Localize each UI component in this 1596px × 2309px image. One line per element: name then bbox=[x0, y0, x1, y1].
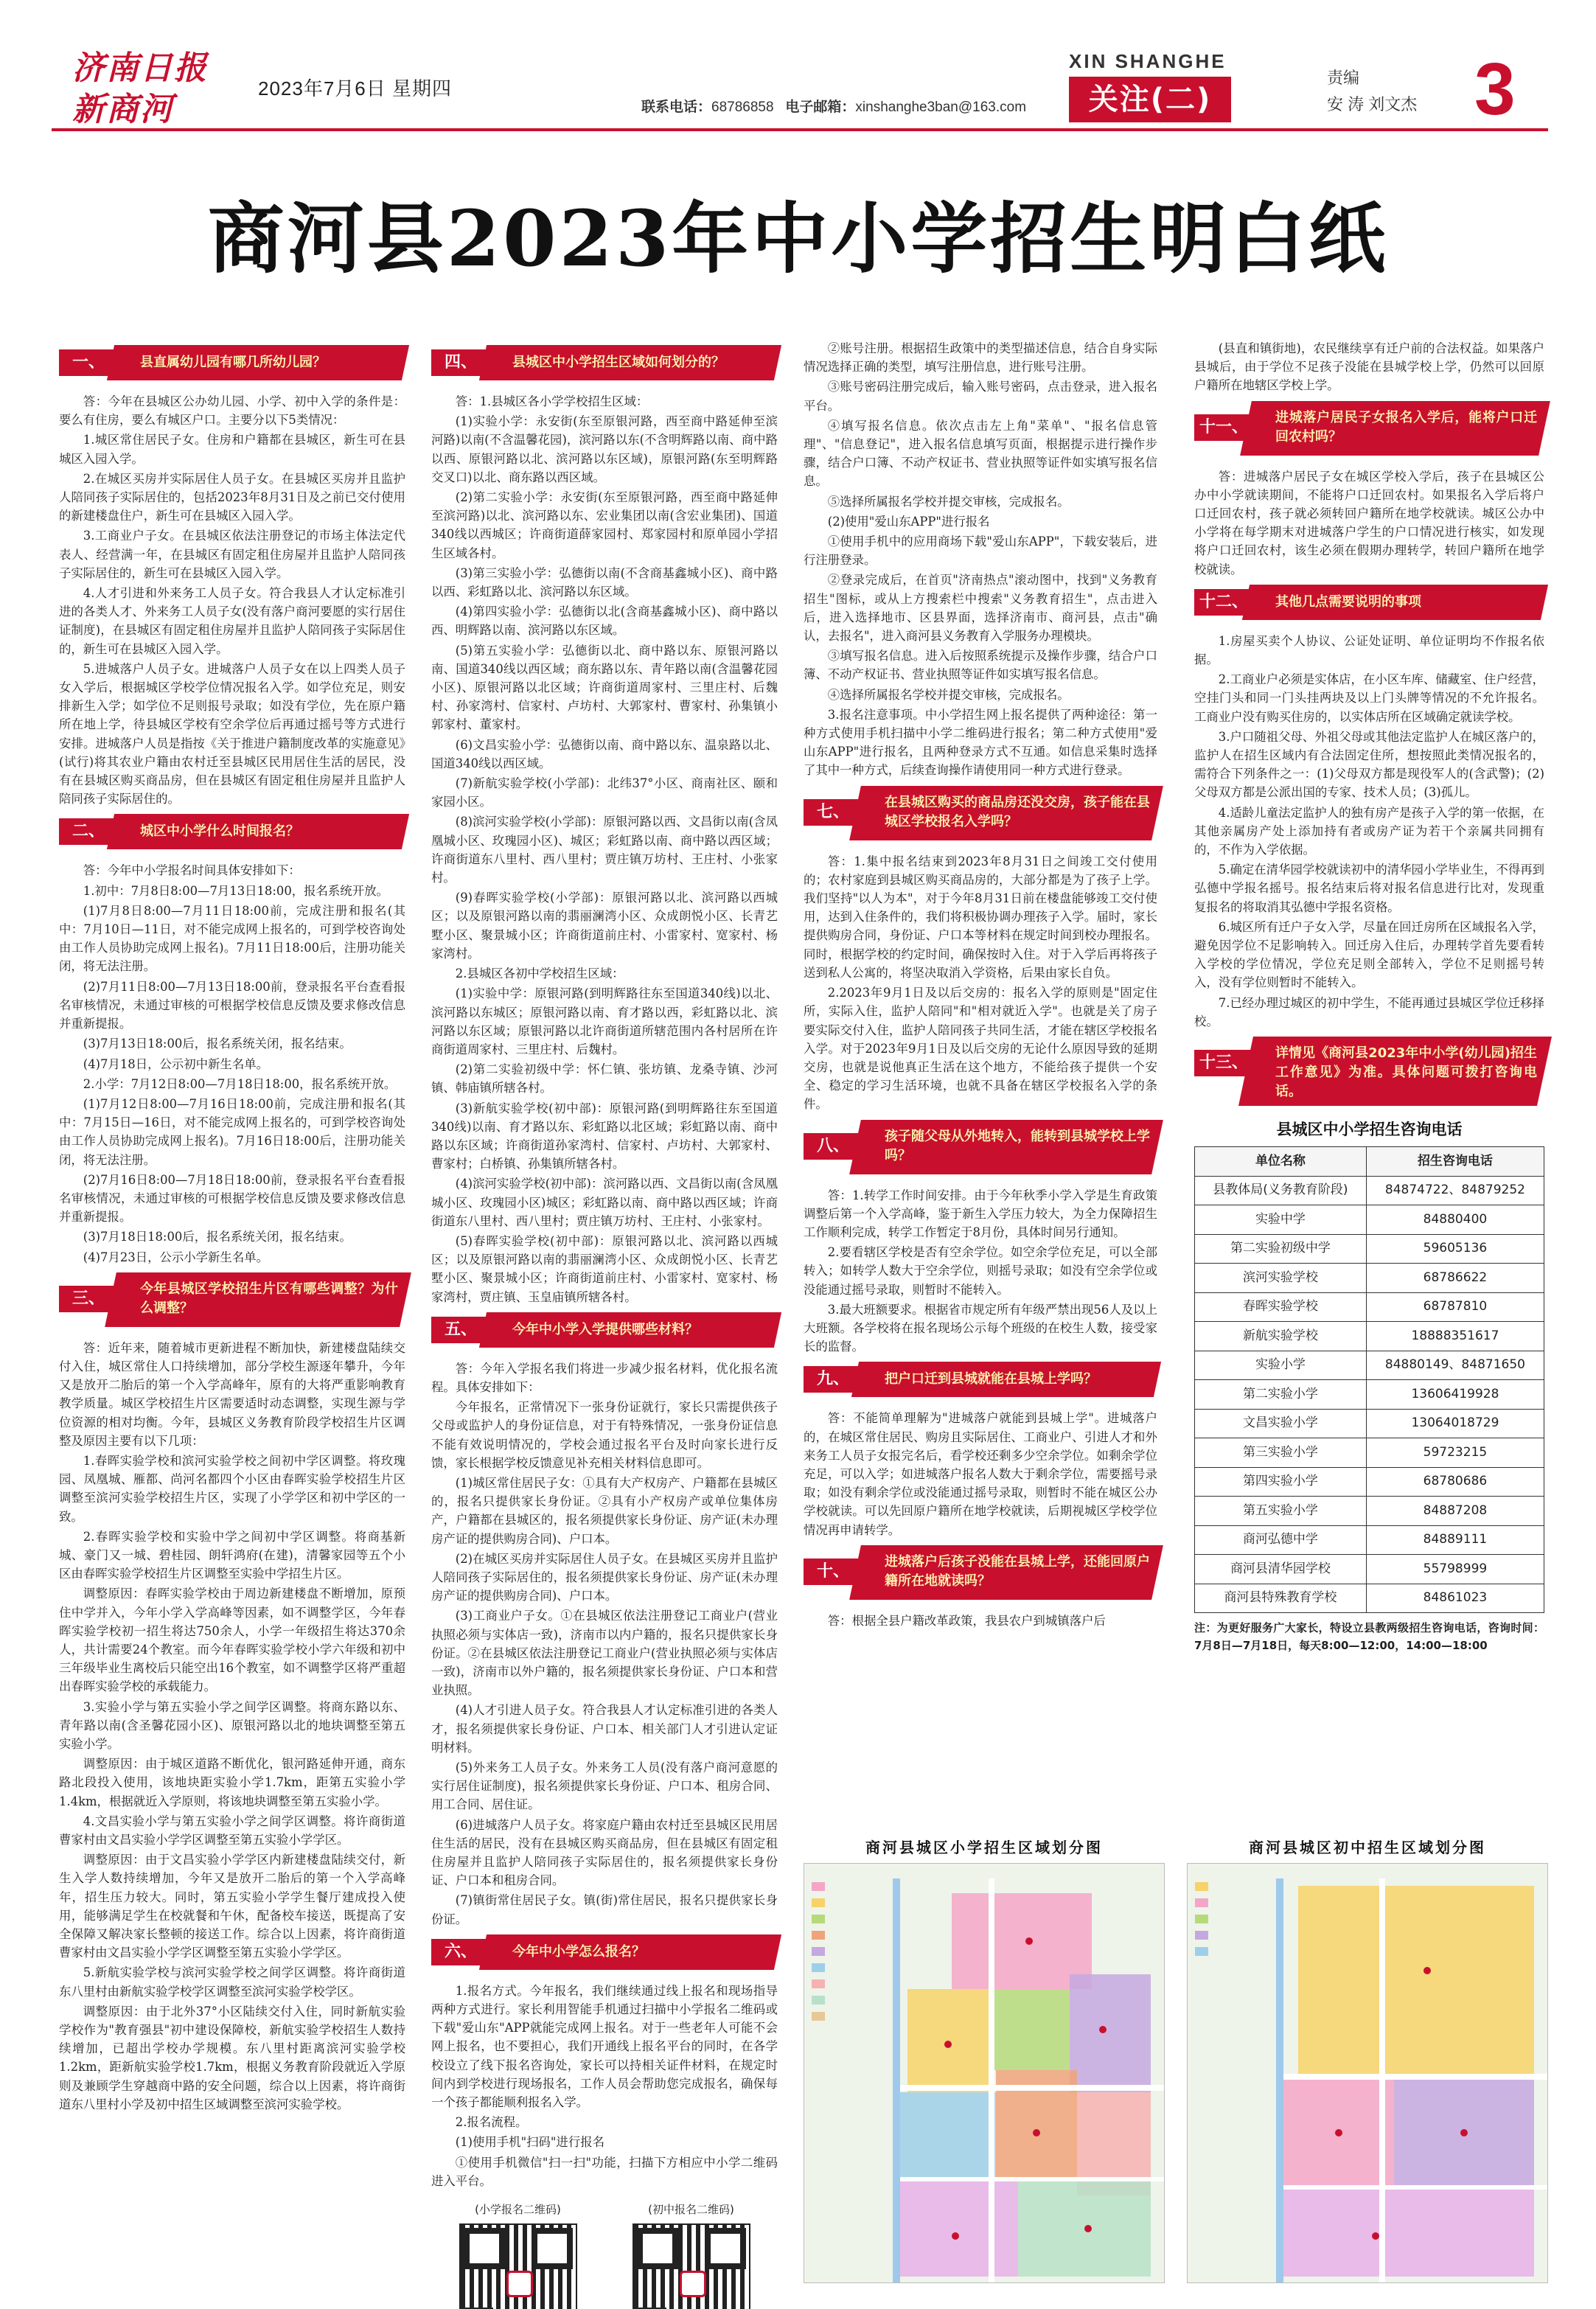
section-number: 十二、 bbox=[1194, 589, 1253, 616]
paragraph: 2.春晖实验学校和实验中学之间初中学区调整。将商基新城、豪门又一城、碧桂园、朗轩鸿府(在建)，清馨家园等五个小区由春晖实验学校招生片区调整至实验中学招生片区。 bbox=[59, 1529, 405, 1581]
section-number: 八、 bbox=[804, 1133, 863, 1160]
email-label: 电子邮箱： bbox=[785, 100, 856, 115]
paragraph: (7)新航实验学校(小学部)：北纬37°小区、商南社区、颐和家园小区。 bbox=[431, 776, 778, 809]
editor-names: 安 涛 刘文杰 bbox=[1327, 95, 1418, 114]
section-header-10 bbox=[804, 1545, 1157, 1601]
phone-number-cell: 84874722、84879252 bbox=[1366, 1176, 1544, 1205]
paragraph: 4.适龄儿童法定监护人的独有房产是孩子入学的第一依据，在其他亲属房产处上添加持有者或房产证为若干个亲属共同拥有的，不作为入学依据。 bbox=[1194, 805, 1544, 857]
table-row bbox=[1195, 1351, 1544, 1380]
school-name-cell: 实验中学 bbox=[1195, 1205, 1367, 1235]
paragraph: (3)7月18日18:00后，报名系统关闭，报名结束。 bbox=[83, 1230, 352, 1244]
section-title: 详情见《商河县2023年中小学(幼儿园)招生工作意见》为准。具体问题可拨打咨询电话。 bbox=[1275, 1045, 1537, 1100]
contact-label: 联系电话： bbox=[641, 100, 712, 115]
phone-number-cell: 59723215 bbox=[1366, 1438, 1544, 1468]
paragraph: 3.报名注意事项。中小学招生网上报名提供了两种途径：第一种方式使用手机扫描中小学二维码进行报名；第二种方式使用"爱山东APP"进行报名，且两种登录方式不互通。如信息采集时选择了其中一种方式，后续查询操作请使用同一种方式进行登录。 bbox=[804, 707, 1157, 778]
table-header: 单位名称 bbox=[1195, 1147, 1367, 1177]
phone-table-title: 县城区中小学招生咨询电话 bbox=[1276, 1121, 1463, 1139]
paragraph: 答：近年来，随着城市更新进程不断加快，新建楼盘陆续交付入住，城区常住人口持续增加，部分学校生源逐年攀升，今年又是放开二胎后的第一个入学高峰年，原有的大将严重影响教育教学质量。城区学校招生片区需要适时动态调整，实现生源与学位资源的相对均衡。今年，县城区义务教育阶段学校招生片区调整及原因主要有以下几项： bbox=[59, 1340, 405, 1448]
section-body-10-cont bbox=[1194, 339, 1544, 395]
section-header-11 bbox=[1194, 401, 1544, 457]
table-row bbox=[1195, 1467, 1544, 1497]
paragraph: 4.文昌实验小学与第五实验小学之间学区调整。将许商街道曹家村由文昌实验小学学区调整至第五实验小学学区。 bbox=[59, 1814, 405, 1847]
paragraph: 1.报名方式。今年报名，我们继续通过线上报名和现场指导两种方式进行。家长利用智能手机通过扫描中小学报名二维码或下载"爱山东"APP就能完成网上报名。对于一些老年人可能不会网上报名，也不要担心，我们开通线上报名平台的同时，在各学校设立了线下报名咨询处，家长可以持相关证件材料，在规定时间内到学校进行现场报名，工作人员会帮助您完成报名，确保每一个孩子都能顺利报名入学。 bbox=[431, 1983, 778, 2110]
school-name-cell: 第二实验初级中学 bbox=[1195, 1234, 1367, 1264]
section-body-3 bbox=[59, 1339, 405, 2114]
editor-label: 责编 bbox=[1327, 69, 1360, 87]
paragraph: 答：不能简单理解为"进城落户就能到县城上学"。进城落户的，在城区常住居民、购房且实际居住、工商业户、引进人才和外来务工人员子女报完名后，看学校还剩多少空余学位。如剩余学位充足，可以入学；如进城落户报名人数大于剩余学位，需要摇号录取；如没有剩余学位或没能通过摇号录取，则暂时不能在城区公办学校就读。可以先回原户籍所在地学校就读，后期视城区学校学位情况再申请转学。 bbox=[804, 1411, 1157, 1537]
table-row bbox=[1195, 1584, 1544, 1613]
section-number: 十三、 bbox=[1194, 1050, 1253, 1076]
phone-table bbox=[1194, 1146, 1544, 1613]
paragraph: 2.2023年9月1日及以后交房的：报名入学的原则是"固定住所，实际入住，监护人陪同"和"相对就近入学"。也就是关了房子要实际交付入住，监护人陪同孩子共同生活，才能在辖区学校报名入学。对于2023年9月1日及以后交房的无论什么原因导致的延期交房，也就是说他真正生活在这个地方，不能给孩子提供一个安全、稳定的学习生活环境，也就不具备在辖区学校报名入学的条件。 bbox=[804, 986, 1157, 1112]
primary-school-map bbox=[804, 1836, 1165, 2293]
qr-code-icon[interactable] bbox=[633, 2223, 750, 2309]
middle-school-map bbox=[1187, 1836, 1548, 2293]
paragraph: (9)春晖实验学校(小学部)：原银河路以北、滨河路以西城区；以及原银河路以南的翡丽澜湾小区、众成朗悦小区、长青艺墅小区、聚景城小区；许商街道前庄村、小雷家村、宽家村、杨家湾村。 bbox=[431, 891, 778, 961]
paragraph: 调整原因：由于北外37°小区陆续交付入住，同时新航实验学校作为"教育强县"初中建设保障校，新航实验学校招生人数持续增加，已超出学校办学规模。东八里村距离滨河实验学校1.2km，距新航实验学校1.7km，根据义务教育阶段就近入学原则及兼顾学生穿越商中路的安全问题，综合以上因素，将许商街道东八里村小学及初中招生区域调整至滨河实验学校。 bbox=[59, 2004, 405, 2111]
paragraph: 答：今年中小学报名时间具体安排如下： bbox=[83, 863, 301, 878]
section-header-5 bbox=[431, 1312, 778, 1349]
section-number: 一、 bbox=[59, 349, 118, 376]
phone-number-cell: 84889111 bbox=[1366, 1525, 1544, 1555]
district-maps bbox=[804, 1836, 1548, 2293]
school-name-cell: 县教体局(义务教育阶段) bbox=[1195, 1176, 1367, 1205]
paragraph: 2.工商业户必须是实体店，在小区车库、储藏室、住户经营，空挂门头和同一门头挂两块及以上门头牌等情况的不允许报名。工商业户没有购买住房的，以实体店所在区域确定就读学校。 bbox=[1194, 672, 1544, 724]
school-name-cell: 商河县特殊教育学校 bbox=[1195, 1584, 1367, 1613]
paragraph: (4)滨河实验学校(初中部)：滨河路以西、文昌街以南(含凤凰城小区、玫瑰园小区)城区；彩虹路以南、商中路以西区域；许商街道东八里村、西八里村；贾庄镇万坊村、王庄村、小张家村。 bbox=[431, 1177, 778, 1228]
phone-number-cell: 13606419928 bbox=[1366, 1380, 1544, 1410]
masthead bbox=[52, 35, 1548, 131]
section-body-1 bbox=[59, 392, 405, 808]
paragraph: 3.工商业户子女。在县城区依法注册登记的市场主体法定代表人、经营满一年，在县城区有固定租住房屋并且监护人陪同孩子实际居住的，新生可在县城区入园入学。 bbox=[59, 529, 405, 580]
column-4 bbox=[1194, 339, 1544, 1654]
middle-map-canvas bbox=[1187, 1863, 1548, 2283]
phone-number-cell: 55798999 bbox=[1366, 1555, 1544, 1584]
paragraph: 4.人才引进和外来务工人员子女。符合我县人才认定标准引进的各类人才、外来务工人员子女(没有落户商河要愿的实行居住证制度)，在县城区有固定租住房屋并且监护人陪同孩子实际居住的，新生可在县城区入园入学。 bbox=[59, 586, 405, 656]
section-title: 县城区中小学招生区域如何划分的？ bbox=[512, 355, 725, 370]
paragraph: (8)滨河实验学校(小学部)：原银河路以西、文昌街以南(含凤凰城小区、玫瑰园小区)、城区；彩虹路以南、商中路以西区域；许商街道东八里村、西八里村；贾庄镇万坊村、王庄村、小张家村。 bbox=[431, 815, 778, 885]
paragraph: 2.在城区买房并实际居住人员子女。在县城区买房并且监护人陪同孩子实际居住的，包括2023年8月31日及之前已交付使用的新建楼盘住户，新生可在县城区入园入学。 bbox=[59, 471, 405, 523]
section-header-2 bbox=[59, 814, 405, 851]
paragraph: (5)春晖实验学校(初中部)：原银河路以北、滨河路以西城区；以及原银河路以南的翡丽澜湾小区、众成朗悦小区、长青艺墅小区、聚景城小区；许商街道前庄村、小雷家村、宽家村、杨家湾村，贾庄镇、玉皇庙镇所辖各村。 bbox=[431, 1233, 778, 1304]
paragraph: 调整原因：由于文昌实验小学学区内新建楼盘陆续交付，新生入学人数持续增加，今年又是放开二胎后的第一个入学高峰年，招生压力较大。同时，第五实验小学学生餐厅建成投入使用，能够满足学生在校就餐和午休，配备校车接送，既提高了安全保障又解决家长整顿的接送工作。综合以上因素，将许商街道曹家村由文昌实验小学学区调整至第五实验小学学区。 bbox=[59, 1853, 405, 1960]
paragraph: 1.初中：7月8日8:00—7月13日18:00，报名系统开放。 bbox=[83, 883, 388, 898]
paragraph: (1)实验小学：永安街(东至原银河路，西至商中路延伸至滨河路)以南(不含温馨花园)，滨河路以东(不含明辉路以南、商中路以西、原银河路以北、滨河路以东区域)，原银河路(东至明辉路交叉口)以北、商东路以西区域。 bbox=[431, 414, 778, 484]
section-title: 城区中小学什么时间报名？ bbox=[140, 823, 299, 840]
paragraph: 2.要看辖区学校是否有空余学位。如空余学位充足，可以全部转入；如转学人数大于空余学位，则摇号录取；如没有空余学位或没能通过摇号录取，则暂时不能转入。 bbox=[804, 1245, 1157, 1297]
paragraph: (1)7月8日8:00—7月11日18:00前，完成注册和报名(其中：7月10日—11日，对不能完成网上报名的，可到学校咨询处由工作人员协助完成网上报名)。7月11日18:00后，注册功能关闭，将无法注册。 bbox=[59, 903, 405, 974]
section-number: 三、 bbox=[59, 1286, 118, 1312]
paragraph: 6.城区所有迁户子女入学，尽量在回迁房所在区域报名入学，避免因学位不足影响转入。回迁房入住后，办理转学首先要看转入学校的学位情况，学位充足则全部转入，学位不足则摇号转入，没有学位则暂时不能转入。 bbox=[1194, 919, 1544, 990]
school-name-cell: 文昌实验小学 bbox=[1195, 1409, 1367, 1438]
section-body-8 bbox=[804, 1186, 1157, 1357]
paragraph: (1)7月12日8:00—7月16日18:00前，完成注册和报名(其中：7月15日—16日，对不能完成网上报名的，可到学校咨询处由工作人员协助完成网上报名)。7月16日18:00后，注册功能关闭，将无法注册。 bbox=[59, 1096, 405, 1167]
school-name-cell: 第五实验小学 bbox=[1195, 1497, 1367, 1526]
section-number: 十、 bbox=[804, 1559, 863, 1585]
issue-date: 2023年7月6日 星期四 bbox=[258, 77, 452, 100]
section-body-4 bbox=[431, 392, 778, 1306]
map-legend bbox=[1195, 1878, 1276, 1960]
school-name-cell: 第三实验小学 bbox=[1195, 1438, 1367, 1468]
school-name-cell: 第二实验小学 bbox=[1195, 1380, 1367, 1410]
paragraph: (县直和镇街地)，农民继续享有迁户前的合法权益。如果落户县城后，由于学位不足孩子没能在县城学校上学，仍然可以回原户籍所在地辖区学校上学。 bbox=[1194, 341, 1544, 393]
paragraph: 调整原因：春晖实验学校由于周边新建楼盘不断增加，原预住中学并入，今年小学入学高峰等因素，如不调整学区，今年春晖实验学校初一招生将达750余人，小学一年级招生将达370余人，共计需要24个教室。而今年春晖实验学校小学六年级和初中三年级毕业生离校后只能空出16个教室，如不调整学区将严重超出春晖实验学校的承载能力。 bbox=[59, 1587, 405, 1694]
table-row bbox=[1195, 1176, 1544, 1205]
paragraph: (1)实验中学：原银河路(到明辉路往东至国道340线)以北、滨河路以东城区；原银河路以南、育才路以西，彩虹路以北、滨河路以东区域；原银河路以北许商街道所辖范围内各村居所在许商街道周家村、三里庄村、后魏村。 bbox=[431, 986, 778, 1056]
section-title: 其他几点需要说明的事项 bbox=[1275, 593, 1421, 610]
paragraph: 1.房屋买卖个人协议、公证处证明、单位证明均不作报名依据。 bbox=[1194, 633, 1544, 667]
section-number: 六、 bbox=[431, 1939, 490, 1965]
table-row bbox=[1195, 1438, 1544, 1468]
editor-credit bbox=[1327, 65, 1417, 118]
paragraph: (3)工商业户子女。①在县城区依法注册登记工商业户(营业执照必须与实体店一致)，济南市以内户籍的，报名只提供家长身份证。②在县城区依法注册登记工商业户(营业执照必须与实体店一致)，济南市以外户籍的，报名须提供家长身份证、户口本和营业执照。 bbox=[431, 1609, 778, 1698]
section-body-6-cont bbox=[804, 339, 1157, 780]
paragraph: ④填写报名信息。依次点击左上角"菜单"、"报名信息管理"、"信息登记"，进入报名信息填写页面，根据提示进行操作步骤，结合户口簿、不动产权证书、营业执照等证件如实填写报名信息。 bbox=[804, 418, 1157, 489]
section-title: 在县城区购买的商品房还没交房，孩子能在县城区学校报名入学吗？ bbox=[885, 794, 1150, 829]
paragraph: 答：今年在县城区公办幼儿园、小学、初中入学的条件是：要么有住房，要么有城区户口。主要分以下5类情况： bbox=[59, 394, 405, 428]
section-header-9 bbox=[804, 1362, 1157, 1399]
paragraph: 5.新航实验学校与滨河实验学校之间学区调整。将许商街道东八里村由新航实验学校学区调整至滨河实验学校学区。 bbox=[59, 1965, 405, 1999]
section-title: 县直属幼儿园有哪几所幼儿园？ bbox=[140, 355, 326, 370]
phone-number-cell: 84861023 bbox=[1366, 1584, 1544, 1613]
paragraph: 1.城区常住居民子女。住房和户籍都在县城区，新生可在县城区入园入学。 bbox=[59, 433, 405, 466]
table-row bbox=[1195, 1555, 1544, 1584]
paragraph: (2)7月16日8:00—7月18日18:00前，登录报名平台查看报名审核情况，未通过审核的可根据学校信息反馈及要求修改信息并重新提报。 bbox=[59, 1172, 405, 1225]
paragraph: (2)在城区买房并实际居住人员子女。在县城区买房并且监护人陪同孩子实际居住的，报名须提供家长身份证、房产证(未办理房产证的提供购房合同)、户口本。 bbox=[431, 1551, 778, 1603]
section-title: 今年中小学怎么报名？ bbox=[512, 1943, 645, 1960]
paragraph: 2.小学：7月12日8:00—7月18日18:00，报名系统开放。 bbox=[83, 1076, 397, 1091]
paragraph: 3.实验小学与第五实验小学之间学区调整。将商东路以东、青年路以南(含圣馨花园小区)、原银河路以北的地块调整至第五实验小学。 bbox=[59, 1699, 405, 1751]
school-name-cell: 商河县清华园学校 bbox=[1195, 1555, 1367, 1584]
phone-number-cell: 18888351617 bbox=[1366, 1322, 1544, 1351]
page-headline: 商河县2023年中小学招生明白纸 bbox=[207, 193, 1389, 284]
section-body-2 bbox=[59, 861, 405, 1266]
paragraph: (2)第二实验初级中学：怀仁镇、张坊镇、龙桑寺镇、沙河镇、韩庙镇所辖各村。 bbox=[431, 1062, 778, 1096]
phone-number-cell: 84880400 bbox=[1366, 1205, 1544, 1235]
paragraph: ①使用手机微信"扫一扫"功能，扫描下方相应中小学二维码进入平台。 bbox=[431, 2155, 778, 2188]
paragraph: 5.进城落户人员子女。进城落户人员子女在以上四类人员子女入学后，根据城区学校学位情况报名入学。如学位充足，则安排新生入学；如学位不足则报号录取；如没有学位，先在原户籍所在地上学，待县城区学校有空余学位后再通过摇号等方式进行安排。进城落户人员是指按《关于推进户籍制度改革的实施意见》(试行)将其农业户籍由农村迁至县城区民用居住生活的居民，没有在县城区购买商品房，但在县城区有固定租住房屋并且监护人陪同孩子实际居住的。 bbox=[59, 661, 405, 807]
paragraph: 1.春晖实验学校和滨河实验学校之间初中学区调整。将玫瑰园、凤凰城、雁都、尚河名都四个小区由春晖实验学校招生片区调整至滨河实验学校招生片区，实现了小学学区和初中学区的一致。 bbox=[59, 1453, 405, 1524]
paragraph: (1)使用手机"扫码"进行报名 bbox=[455, 2135, 604, 2150]
section-body-11 bbox=[1194, 467, 1544, 579]
paragraph: 答：今年入学报名我们将进一步减少报名材料，优化报名流程。具体安排如下： bbox=[431, 1361, 778, 1394]
paragraph: 答：1.转学工作时间安排。由于今年秋季小学入学是生育政策调整后第一个入学高峰，鉴于新生入学压力较大，为全力保障招生工作顺利完成，转学工作暂定于8月份，具体时间另行通知。 bbox=[804, 1188, 1157, 1239]
page-number: 3 bbox=[1474, 48, 1516, 130]
paragraph: 答：1.县城区各小学学校招生区域： bbox=[455, 394, 649, 408]
section-title: 孩子随父母从外地转入，能转到县城学校上学吗？ bbox=[885, 1128, 1150, 1163]
paragraph: (1)城区常住居民子女：①具有大产权房产、户籍都在县城区的，报名只提供家长身份证。②具有小产权房产或单位集体房产，户籍都在县城区的，报名须提供家长身份证、房产证(未办理房产证的提供购房合同)、户口本。 bbox=[431, 1475, 778, 1546]
map-legend bbox=[812, 1878, 893, 2024]
paragraph: (3)第三实验小学：弘德街以南(不含商基鑫城小区)、商中路以西、彩虹路以北、滨河路以东区域。 bbox=[431, 565, 778, 599]
paragraph: (7)镇街常住居民子女。镇(街)常住居民，报名只提供家长身份证。 bbox=[431, 1893, 778, 1926]
paragraph: 答：进城落户居民子女在城区学校入学后，孩子在县城区公办中小学就读期间，不能将户口迁回农村。如果报名入学后将户口迁回农村，孩子就必须转回户籍所在地学校就读。城区公办中小学将在每学期末对进城落户学生的户口情况进行核实，如发现将户口迁回农村，该生必须在假期办理转学，转回户籍所在地学校就读。 bbox=[1194, 469, 1544, 577]
section-title: 进城落户居民子女报名入学后，能将户口迁回农村吗？ bbox=[1275, 409, 1537, 445]
table-row bbox=[1195, 1292, 1544, 1322]
paragraph: (6)文昌实验小学：弘德街以南、商中路以东、温泉路以北、国道340线以西区域。 bbox=[431, 737, 778, 770]
section-header-7 bbox=[804, 786, 1157, 842]
paragraph: 答：根据全县户籍改革政策，我县农户到城镇落户后 bbox=[827, 1613, 1106, 1628]
paragraph: (4)人才引进人员子女。符合我县人才认定标准引进的各类人才，报名须提供家长身份证、户口本、相关部门人才引进认定证明材料。 bbox=[431, 1703, 778, 1755]
paragraph: (3)新航实验学校(初中部)：原银河路(到明辉路往东至国道340线)以南、育才路以东、彩虹路以北区域；彩虹路以南、商中路以东区域；许商街道孙家湾村、信家村、卢坊村、大郭家村、曹家村；白桥镇、孙集镇所辖各村。 bbox=[431, 1101, 778, 1171]
section-body-12 bbox=[1194, 632, 1544, 1031]
section-number: 五、 bbox=[431, 1317, 490, 1343]
contact-line bbox=[641, 96, 1026, 116]
logo-line-1: 济南日报 bbox=[72, 49, 208, 87]
paragraph: ⑤选择所属报名学校并提交审核，完成报名。 bbox=[827, 494, 1070, 509]
qr-middle-label: (初中报名二维码) bbox=[648, 2203, 734, 2217]
section-body-6 bbox=[431, 1982, 778, 2190]
paragraph: ②登录完成后，在首页"济南热点"滚动图中，找到"义务教育招生"图标，或从上方搜索栏中搜索"义务教育招生"，点击进入后，进入选择地市、区县界面，选择济南市、商河县，点击"确认，去报名"，进入商河县义务教育入学服务办理模块。 bbox=[804, 573, 1157, 644]
section-body-5 bbox=[431, 1359, 778, 1929]
phone-number-cell: 59605136 bbox=[1366, 1234, 1544, 1264]
section-header-8 bbox=[804, 1120, 1157, 1176]
table-header: 招生咨询电话 bbox=[1366, 1147, 1544, 1177]
section-name-cn: 关注(二) bbox=[1069, 77, 1231, 122]
paragraph: (4)第四实验小学：弘德街以北(含商基鑫城小区)、商中路以西、明辉路以南、滨河路以东区域。 bbox=[431, 605, 778, 638]
section-header-1 bbox=[59, 345, 405, 382]
section-title: 进城落户后孩子没能在县城上学，还能回原户籍所在地就读吗？ bbox=[885, 1553, 1150, 1589]
paragraph: ④选择所属报名学校并提交审核，完成报名。 bbox=[827, 687, 1070, 702]
paragraph: (2)使用"爱山东APP"进行报名 bbox=[827, 514, 990, 529]
section-number: 四、 bbox=[431, 349, 490, 376]
paragraph: 5.确定在清华园学校就读初中的清华园小学毕业生，不得再到弘德中学报名摇号。报名结束后将对报名信息进行比对，发现重复报名的将取消其弘德中学报名资格。 bbox=[1194, 863, 1544, 914]
section-number: 九、 bbox=[804, 1366, 863, 1393]
paragraph: 3.最大班额要求。根据省市规定所有年级严禁出现56人及以上大班额。各学校将在报名现场公示每个班级的在校生人数，接受家长的监督。 bbox=[804, 1302, 1157, 1354]
qr-code-icon[interactable] bbox=[459, 2223, 577, 2309]
column-1 bbox=[59, 339, 405, 2115]
section-number: 十一、 bbox=[1194, 414, 1253, 441]
paragraph: (2)7月11日8:00—7月13日18:00前，登录报名平台查看报名审核情况，未通过审核的可根据学校信息反馈及要求修改信息并重新提报。 bbox=[59, 979, 405, 1031]
phone-table-note: 注：为更好服务广大家长，特设立县教两级招生咨询电话，咨询时间：7月8日—7月18日，每天8:00—12:00，14:00—18:00 bbox=[1194, 1621, 1544, 1653]
table-row bbox=[1195, 1525, 1544, 1555]
qr-primary[interactable] bbox=[448, 2201, 588, 2309]
paragraph: 调整原因：由于城区道路不断优化，银河路延伸开通，商东路北段投入使用，该地块距实验小学1.7km，距第五实验小学1.4km，根据就近入学原则，将该地块调整至第五实验小学。 bbox=[59, 1757, 405, 1808]
phone-number-cell: 68786622 bbox=[1366, 1264, 1544, 1293]
section-header-13 bbox=[1194, 1037, 1544, 1107]
phone-number-cell: 68787810 bbox=[1366, 1292, 1544, 1322]
qr-middle[interactable] bbox=[621, 2201, 762, 2309]
column-3 bbox=[804, 339, 1157, 1631]
logo-line-2: 新商河 bbox=[72, 91, 174, 128]
section-header-6 bbox=[431, 1934, 778, 1971]
school-name-cell: 商河弘德中学 bbox=[1195, 1525, 1367, 1555]
column-2 bbox=[431, 339, 778, 2309]
contact-phone: 68786858 bbox=[711, 100, 774, 115]
qr-code-row bbox=[431, 2201, 778, 2309]
section-body-9 bbox=[804, 1409, 1157, 1539]
phone-number-cell: 13064018729 bbox=[1366, 1409, 1544, 1438]
section-title: 把户口迁到县城就能在县城上学吗？ bbox=[885, 1371, 1097, 1387]
paragraph: (4)7月18日，公示初中新生名单。 bbox=[83, 1056, 268, 1071]
qr-primary-label: (小学报名二维码) bbox=[475, 2203, 561, 2217]
school-name-cell: 滨河实验学校 bbox=[1195, 1264, 1367, 1293]
paragraph: 7.已经办理过城区的初中学生，不能再通过县城区学位迁移择校。 bbox=[1194, 995, 1544, 1028]
section-number: 七、 bbox=[804, 799, 863, 826]
section-title: 今年中小学入学提供哪些材料？ bbox=[512, 1321, 698, 1337]
table-row bbox=[1195, 1264, 1544, 1293]
section-title: 今年县城区学校招生片区有哪些调整？为什么调整？ bbox=[140, 1281, 398, 1316]
paragraph: (3)7月13日18:00后，报名系统关闭，报名结束。 bbox=[83, 1037, 352, 1051]
middle-map-title: 商河县城区初中招生区域划分图 bbox=[1249, 1839, 1486, 1856]
table-row bbox=[1195, 1409, 1544, 1438]
paragraph: (4)7月23日，公示小学新生名单。 bbox=[83, 1250, 268, 1264]
section-header-12 bbox=[1194, 585, 1544, 621]
table-row bbox=[1195, 1205, 1544, 1235]
phone-number-cell: 84880149、84871650 bbox=[1366, 1351, 1544, 1380]
school-name-cell: 第四实验小学 bbox=[1195, 1467, 1367, 1497]
paragraph: (6)进城落户人员子女。将家庭户籍由农村迁至县城区民用居住生活的居民，没有在县城区购买商品房，但在县城区有固定租住房屋并且监护人陪同孩子实际居住的，报名须提供家长身份证、户口本和租房合同。 bbox=[431, 1817, 778, 1888]
primary-map-canvas bbox=[804, 1863, 1165, 2283]
section-body-10 bbox=[804, 1612, 1157, 1630]
paragraph: (5)第五实验小学：弘德街以北、商中路以东、原银河路以南、国道340线以西区域；商东路以东、青年路以南(含温馨花园小区)、原银河路以北区域；许商街道周家村、三里庄村、后魏村、孙家湾村、信家村、卢坊村、大郭家村、曹家村、孙集镇小郭家村、董家村。 bbox=[431, 643, 778, 732]
school-name-cell: 实验小学 bbox=[1195, 1351, 1367, 1380]
paragraph: (2)第二实验小学：永安街(东至原银河路，西至商中路延伸至滨河路)以北、滨河路以东、宏业集团以南(含宏业集团)、国道340线以西城区；许商街道薛家园村、郑家园村和原单园小学招生区域各村。 bbox=[431, 490, 778, 560]
phone-number-cell: 84887208 bbox=[1366, 1497, 1544, 1526]
primary-map-title: 商河县城区小学招生区域划分图 bbox=[865, 1839, 1103, 1856]
section-header-3 bbox=[59, 1272, 405, 1328]
paragraph: ③填写报名信息。进入后按照系统提示及操作步骤，结合户口簿、不动产权证书、营业执照等证件如实填写报名信息。 bbox=[804, 649, 1157, 682]
table-row bbox=[1195, 1234, 1544, 1264]
table-row bbox=[1195, 1380, 1544, 1410]
paragraph: 3.户口随祖父母、外祖父母或其他法定监护人在城区落户的，监护人在招生区域内有合法固定住所，想按照此类情况报名的，需符合下列条件之一：(1)父母双方都是现役军人的(含武警)；(2)父母双方都是公派出国的专家、技术人员；(3)孤儿。 bbox=[1194, 729, 1544, 800]
paragraph: ②账号注册。根据招生政策中的类型描述信息，结合自身实际情况选择正确的类型，填写注册信息，进行账号注册。 bbox=[804, 341, 1157, 375]
table-row bbox=[1195, 1322, 1544, 1351]
newspaper-logo bbox=[72, 41, 220, 128]
paragraph: 答：1.集中报名结束到2023年8月31日之间竣工交付使用的；农村家庭到县城区购买商品房的，大部分都是为了孩子上学。我们坚持"以人为本"，对于今年8月31日前在楼盘能够竣工交付使用，达到入住条件的，我们将积极协调办理孩子入学。届时，家长提供购房合同，身份证、户口本等材料在规定时间到校办理报名。同时，根据学校的约定时间，确保按时入住。对于入学后再将孩子送到私人公寓的，将坚决取消入学资格，后果由家长自负。 bbox=[804, 854, 1157, 980]
paragraph: 2.县城区各初中学校招生区域： bbox=[455, 967, 624, 981]
table-row bbox=[1195, 1497, 1544, 1526]
contact-email: xinshanghe3ban@163.com bbox=[855, 100, 1027, 115]
paragraph: 今年报名，正常情况下一张身份证就行，家长只需提供孩子父母或监护人的身份证信息，对于有特殊情况，一张身份证信息不能有效说明情况的，学校会通过报名平台及时向家长进行反馈，家长根据学校反馈意见补充相关材料信息即可。 bbox=[431, 1400, 778, 1470]
section-number: 二、 bbox=[59, 818, 118, 845]
school-name-cell: 新航实验学校 bbox=[1195, 1322, 1367, 1351]
phone-number-cell: 68780686 bbox=[1366, 1467, 1544, 1497]
paragraph: ③账号密码注册完成后，输入账号密码，点击登录，进入报名平台。 bbox=[804, 380, 1157, 413]
paragraph: (5)外来务工人员子女。外来务工人员(没有落户商河意愿的实行居住证制度)，报名须提供家长身份证、户口本、租房合同、用工合同、居住证。 bbox=[431, 1761, 778, 1812]
paragraph: ①使用手机中的应用商场下载"爱山东APP"，下载安装后，进行注册登录。 bbox=[804, 534, 1157, 568]
section-header-4 bbox=[431, 345, 778, 382]
school-name-cell: 春晖实验学校 bbox=[1195, 1292, 1367, 1322]
section-body-7 bbox=[804, 852, 1157, 1114]
paragraph: 2.报名流程。 bbox=[455, 2115, 528, 2130]
section-tag bbox=[1025, 50, 1283, 124]
section-name-en: XIN SHANGHE bbox=[1069, 50, 1227, 72]
